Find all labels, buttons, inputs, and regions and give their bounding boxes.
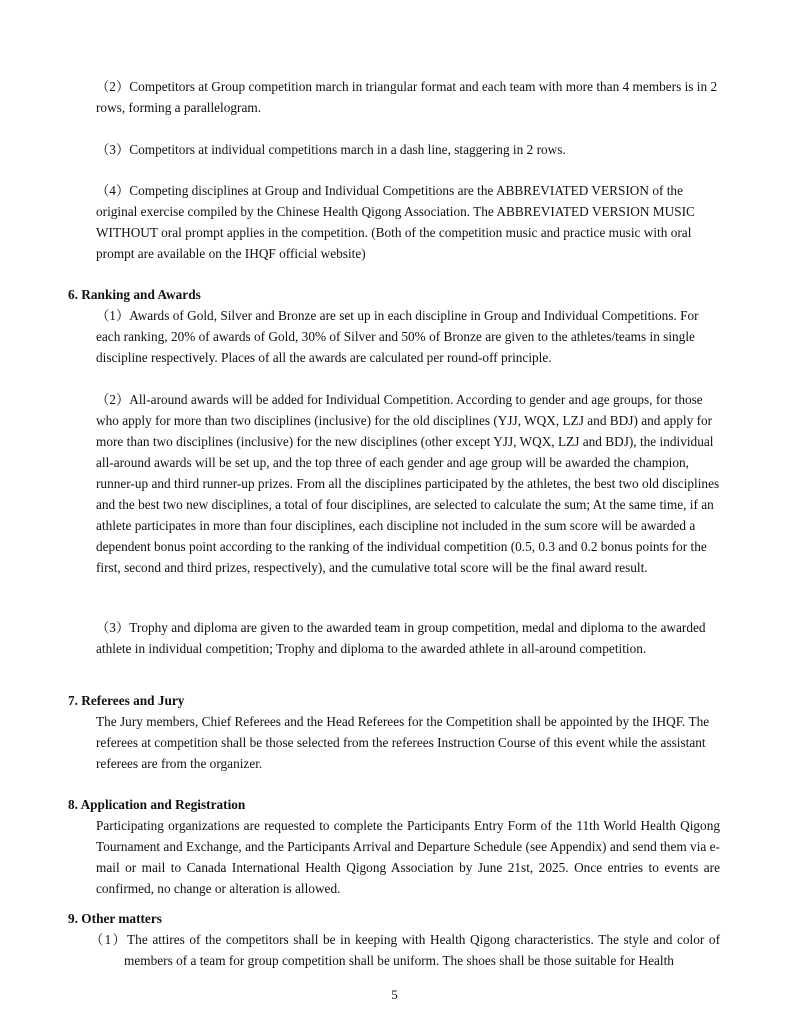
page-number: 5 bbox=[391, 987, 398, 1002]
section-8-text: Participating organizations are requested to complete the Participants Entry Form of the 11th World Health Qigong Tournament and Exchange, and the Participants Arrival and Departure Schedule (see Appendix) and send them via e-mail or mail to Canada International Health Qigong Association by June 21st, 2025. Once entries to events are confirmed, no change or alteration is allowed. bbox=[96, 818, 720, 896]
section-6-heading: 6. Ranking and Awards bbox=[68, 287, 201, 302]
paragraph-group-march: （2）Competitors at Group competition march in triangular format and each team with more than 4 members is in 2 rows, forming a parallelogram. bbox=[96, 79, 718, 115]
paragraph-competing-disciplines: （4）Competing disciplines at Group and Individual Competitions are the ABBREVIATED VERSION of the original exercise compiled by the Chinese Health Qigong Association. The ABBREVIATED VERSION MUSIC WITHOUT oral prompt applies in the competition. (Both of the competition music and practice music with oral prompt are available on the IHQF official website) bbox=[96, 183, 695, 261]
section-9-item-1: （1）The attires of the competitors shall be in keeping with Health Qigong characteristics. The style and color of members of a team for group competition shall be uniform. The shoes shall be those suitable for Health bbox=[90, 932, 720, 968]
section-7-text: The Jury members, Chief Referees and the Head Referees for the Competition shall be appointed by the IHQF. The referees at competition shall be those selected from the referees Instruction Course of this event while the assistant referees are from the organizer. bbox=[96, 714, 710, 771]
section-8-heading: 8. Application and Registration bbox=[68, 797, 246, 812]
section-9-heading: 9. Other matters bbox=[68, 911, 162, 926]
section-6-item-1: （1）Awards of Gold, Silver and Bronze are set up in each discipline in Group and Individual Competitions. For each ranking, 20% of awards of Gold, 30% of Silver and 50% of Bronze are given to the athletes/teams in single discipline respectively. Places of all the awards are calculated per round-off principle. bbox=[96, 308, 699, 365]
section-6-item-2: （2）All-around awards will be added for Individual Competition. According to gender and age groups, for those who apply for more than two disciplines (inclusive) for the old disciplines (YJJ, WQX, LZJ and BDJ) and apply for more than two disciplines (inclusive) for the new disciplines (other except YJJ, WQX, LZJ and BDJ), the individual all-around awards will be set up, and the top three of each gender and age group will be awarded the champion, runner-up and third runner-up prizes. From all the disciplines participated by the athletes, the best two old disciplines and the best two new disciplines, a total of four disciplines, are selected to calculate the sum; At the same time, if an athlete participates in more than four disciplines, each discipline not included in the sum score will be awarded a dependent bonus point according to the ranking of the individual competition (0.5, 0.3 and 0.2 bonus points for the first, second and third prizes, respectively), and the cumulative total score will be the final award result. bbox=[96, 392, 720, 575]
paragraph-individual-march: （3）Competitors at individual competitions march in a dash line, staggering in 2 rows. bbox=[96, 142, 566, 157]
section-6-item-3: （3）Trophy and diploma are given to the awarded team in group competition, medal and diploma to the awarded athlete in individual competition; Trophy and diploma to the awarded athlete in all-around competition. bbox=[96, 620, 706, 656]
section-7-heading: 7. Referees and Jury bbox=[68, 693, 185, 708]
